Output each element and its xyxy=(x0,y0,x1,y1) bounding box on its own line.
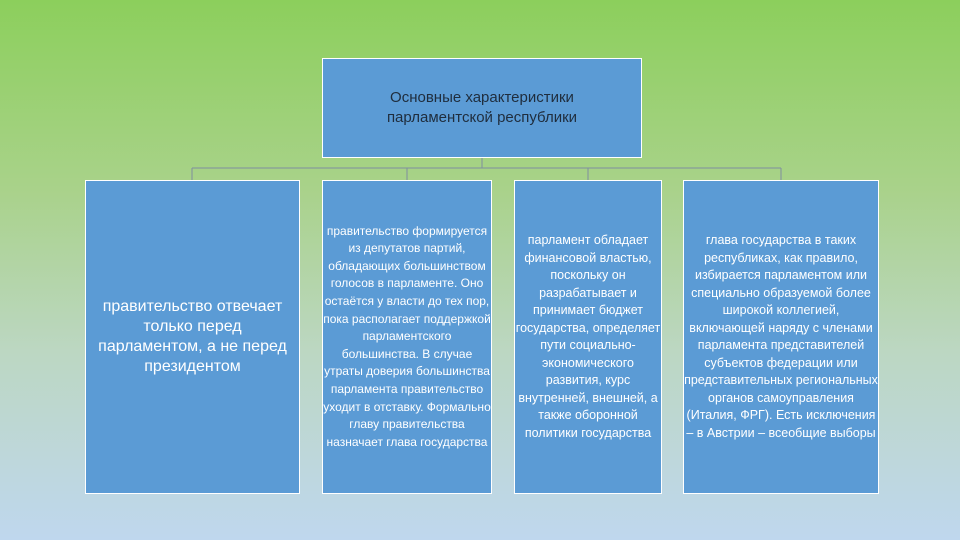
child-node-parliament-finance xyxy=(514,180,662,494)
root-node xyxy=(322,58,642,158)
child-node-label: глава государства в таких республиках, как правило, избирается парламентом или специально образуемой более широкой коллегией, включающей наряду с членами парламента представителей субъектов федерации или представительных региональных органов самоуправления (Италия, ФРГ). Есть исключения – в Австрии – всеобщие выборы xyxy=(684,233,878,440)
child-node-label: парламент обладает финансовой властью, поскольку он разрабатывает и принимает бюджет государства, определяет пути социально-экономического развития, курс внутренней, внешней, а также оборонной политики государства xyxy=(515,233,661,440)
child-node-government-formation xyxy=(322,180,492,494)
child-node-head-of-state xyxy=(683,180,879,494)
child-node-government-responsibility xyxy=(85,180,300,494)
root-node-label: Основные характеристики парламентской республики xyxy=(386,89,578,126)
child-node-label: правительство отвечает только перед парламентом, а не перед президентом xyxy=(98,298,287,375)
child-node-label: правительство формируется из депутатов партий, обладающих большинством голосов в парламенте. Оно остаётся у власти до тех пор, пока располагает поддержкой парламентского большинства. В случае утраты доверия большинства парламента правительство уходит в отставку. Формально главу правительства назначает глава государства xyxy=(323,223,491,449)
